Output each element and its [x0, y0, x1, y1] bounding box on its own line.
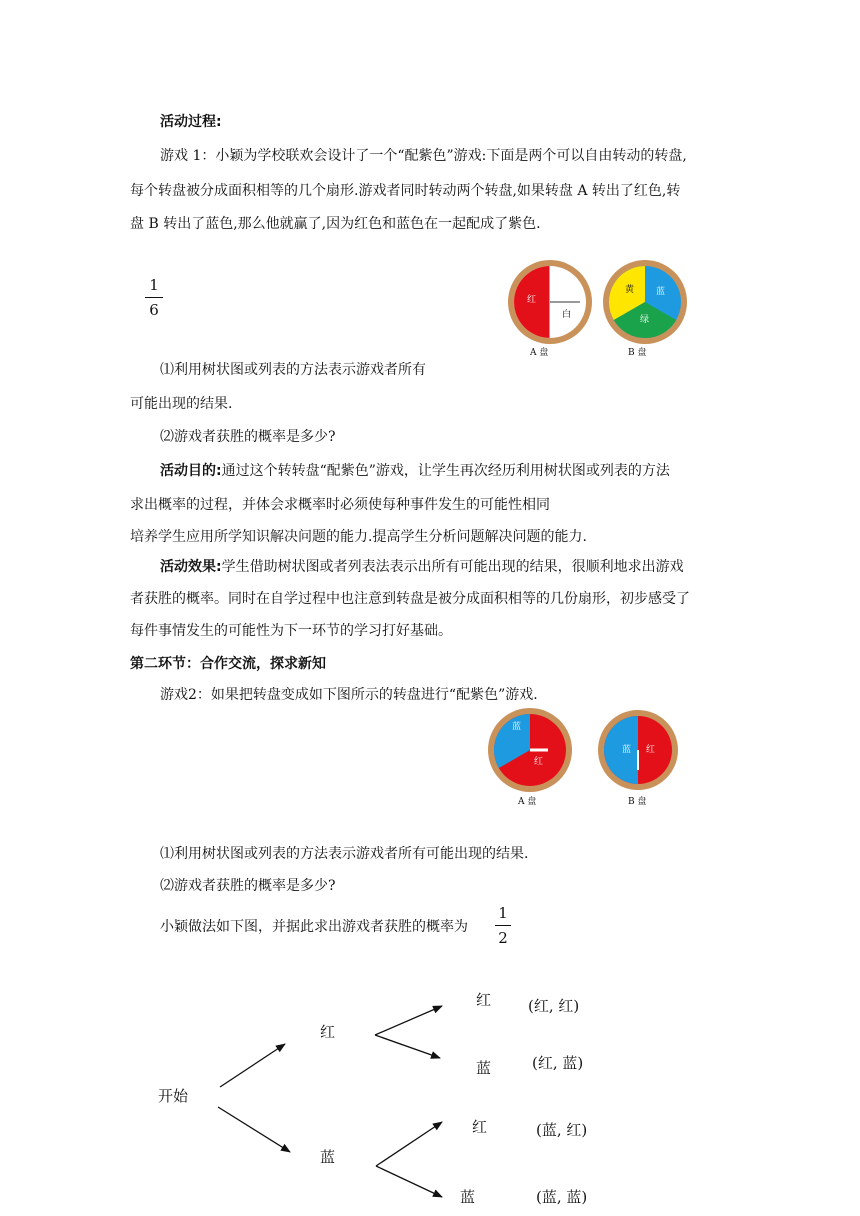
tree-level2-blue-red: 红: [472, 1118, 488, 1136]
tree-arrow-red-blue: [375, 1035, 440, 1058]
tree-level1-red: 红: [320, 1023, 336, 1041]
purpose-line1: [160, 461, 670, 481]
tree-arrow-start-blue: [218, 1107, 290, 1152]
spinner-a2: [488, 708, 572, 792]
activity-heading: 活动过程:: [160, 114, 222, 130]
question1-line1: ⑴利用树状图或列表的方法表示游戏者所有: [160, 362, 426, 378]
game1-line1: 游戏 1：小颖为学校联欢会设计了一个“配紫色”游戏:下面是两个可以自由转动的转盘,: [160, 148, 687, 164]
fraction-one-sixth: [145, 276, 163, 319]
game1-line2: 每个转盘被分成面积相等的几个扇形.游戏者同时转动两个转盘,如果转盘 A 转出了红色,转: [130, 183, 681, 199]
spinner-b1-yellow-label: 黄: [625, 285, 635, 295]
tree-level2-red-blue: 蓝: [476, 1059, 492, 1077]
fraction-numerator: 1: [149, 276, 159, 294]
spinner-a1-red-label: 红: [527, 295, 537, 305]
tree-level1-blue: 蓝: [320, 1148, 336, 1166]
tree-arrow-blue-blue: [376, 1166, 442, 1197]
purpose-text1: 通过这个转转盘“配紫色”游戏，让学生再次经历利用树状图或列表的方法: [221, 463, 670, 479]
spinner-a2-red-label: 红: [534, 757, 544, 767]
spinner-b2-blue-label: 蓝: [622, 745, 632, 755]
spinner-b1: [603, 260, 687, 344]
tree-outcome-red-blue: (红, 蓝): [532, 1054, 584, 1072]
fraction-denominator: 6: [149, 301, 159, 319]
question1-line2: 可能出现的结果.: [130, 396, 233, 412]
spinner-a1: [508, 260, 592, 344]
purpose-line3: 培养学生应用所学知识解决问题的能力.提高学生分析问题解决问题的能力.: [130, 529, 587, 545]
effect-line3: 每件事情发生的可能性为下一环节的学习打好基础。: [130, 623, 452, 639]
purpose-line2: 求出概率的过程，并体会求概率时必须使每种事件发生的可能性相同: [130, 497, 550, 513]
fraction-bar: [145, 297, 163, 298]
tree-start: 开始: [158, 1087, 189, 1105]
tree-arrow-start-red: [220, 1044, 285, 1087]
tree-outcome-blue-blue: (蓝, 蓝): [536, 1188, 588, 1206]
fraction-bar: [495, 925, 511, 926]
spinner-b1-caption: B 盘: [628, 348, 647, 358]
purpose-label: 活动目的:: [160, 463, 222, 479]
effect-line1: [160, 557, 684, 577]
section2-heading: 第二环节：合作交流，探求新知: [130, 656, 326, 672]
spinner-b2: [598, 710, 678, 790]
xiaoying-line: 小颖做法如下图，并据此求出游戏者获胜的概率为: [160, 919, 468, 935]
spinner-a2-caption: A 盘: [518, 797, 537, 807]
fraction-denominator: 2: [498, 929, 508, 947]
tree-arrow-red-red: [375, 1006, 442, 1035]
game2-line: 游戏2：如果把转盘变成如下图所示的转盘进行“配紫色”游戏.: [160, 687, 538, 703]
spinner-a1-white-label: 白: [562, 310, 572, 320]
spinner-a1-caption: A 盘: [530, 348, 549, 358]
fraction-one-half: [495, 904, 511, 947]
tree-outcome-red-red: (红, 红): [528, 997, 580, 1015]
tree-outcome-blue-red: (蓝, 红): [536, 1121, 588, 1139]
game1-line3: 盘 B 转出了蓝色,那么他就赢了,因为红色和蓝色在一起配成了紫色.: [130, 216, 541, 232]
spinner-b1-blue-label: 蓝: [656, 287, 666, 297]
fraction-numerator: 1: [498, 904, 508, 922]
effect-label: 活动效果:: [160, 559, 222, 575]
spinner-b2-red-label: 红: [646, 745, 656, 755]
section2-question1: ⑴利用树状图或列表的方法表示游戏者所有可能出现的结果.: [160, 846, 529, 862]
effect-text1: 学生借助树状图或者列表法表示出所有可能出现的结果，很顺利地求出游戏: [221, 559, 684, 575]
spinner-b1-green-label: 绿: [640, 315, 650, 325]
spinner-a2-blue-label: 蓝: [512, 722, 522, 732]
section2-question2: ⑵游戏者获胜的概率是多少?: [160, 878, 336, 894]
tree-level2-red-red: 红: [476, 991, 492, 1009]
spinner-b2-caption: B 盘: [628, 797, 647, 807]
effect-line2: 者获胜的概率。同时在自学过程中也注意到转盘是被分成面积相等的几份扇形，初步感受了: [130, 591, 690, 607]
question2: ⑵游戏者获胜的概率是多少?: [160, 429, 336, 445]
tree-arrow-blue-red: [376, 1122, 442, 1166]
tree-level2-blue-blue: 蓝: [460, 1188, 476, 1206]
